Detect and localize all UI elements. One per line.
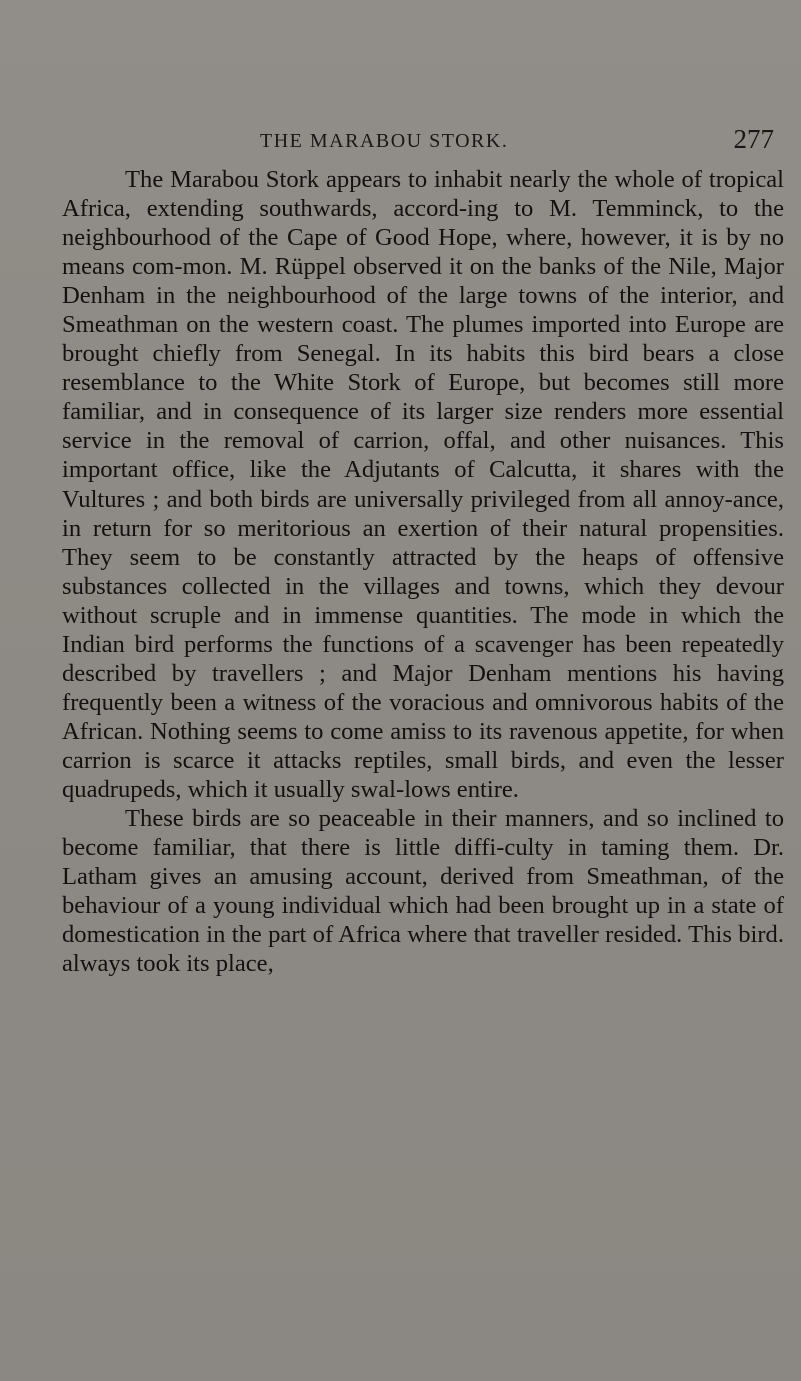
running-head: THE MARABOU STORK.: [260, 130, 509, 152]
body-text: [62, 165, 784, 978]
page-header: [62, 124, 784, 158]
paragraph-1: The Marabou Stork appears to inhabit nearly the whole of tropical Africa, extending southwards, accord-ing to M. Temminck, to the neighbourhood of the Cape of Good Hope, where, however, it is by no means com-mon. M. Rüppel observed it on the banks of the Nile, Major Denham in the neighbourhood of the large towns of the interior, and Smeathman on the western coast. The plumes imported into Europe are brought chiefly from Senegal. In its habits this bird bears a close resemblance to the White Stork of Europe, but becomes still more familiar, and in consequence of its larger size renders more essential service in the removal of carrion, offal, and other nuisances. This important office, like the Adjutants of Calcutta, it shares with the Vultures ; and both birds are universally privileged from all annoy-ance, in return for so meritorious an exertion of their natural propensities. They seem to be constantly attracted by the heaps of offensive substances collected in the villages and towns, which they devour without scruple and in immense quantities. The mode in which the Indian bird performs the functions of a scavenger has been repeatedly described by travellers ; and Major Denham mentions his having frequently been a witness of the voracious and omnivorous habits of the African. Nothing seems to come amiss to its ravenous appetite, for when carrion is scarce it attacks reptiles, small birds, and even the lesser quadrupeds, which it usually swal-lows entire.: [62, 166, 784, 803]
paragraph-2: These birds are so peaceable in their manners, and so inclined to become familiar, that there is little diffi-culty in taming them. Dr. Latham gives an amusing account, derived from Smeathman, of the behaviour of a young individual which had been brought up in a state of domestication in the part of Africa where that traveller resided. This bird. always took its place,: [62, 805, 784, 978]
page-number: 277: [733, 124, 774, 154]
